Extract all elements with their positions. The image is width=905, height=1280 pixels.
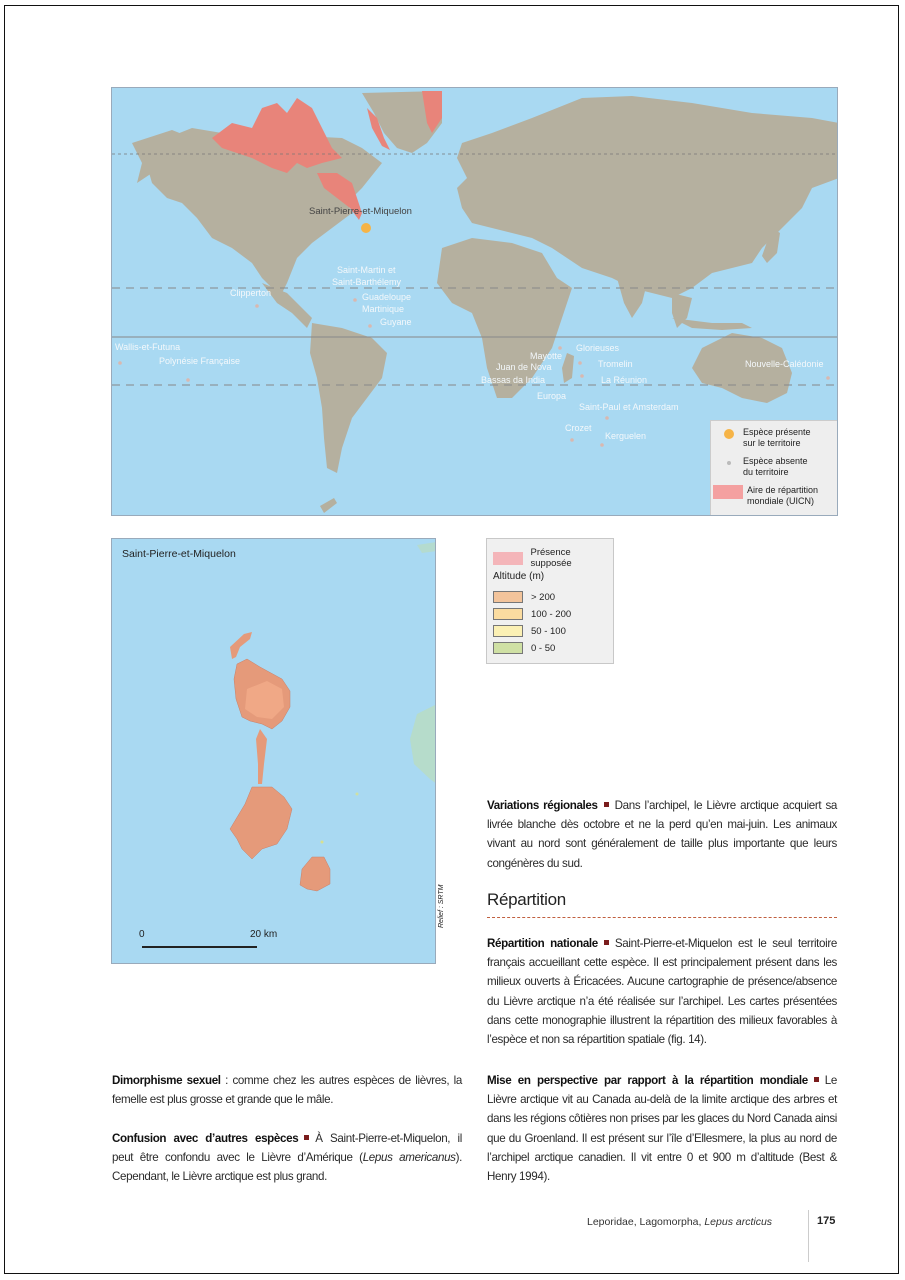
legend-presence: Présence supposée xyxy=(493,547,613,569)
label-nouvelle-caledonie: Nouvelle-Calédonie xyxy=(745,359,824,369)
label-guadeloupe: Guadeloupe xyxy=(362,292,412,302)
marker-tromelin xyxy=(578,361,582,365)
legend-present: Espèce présente sur le territoire xyxy=(715,427,833,449)
langlade xyxy=(230,787,292,859)
indonesia xyxy=(672,318,752,330)
mondiale-heading: Mise en perspective par rapport à la répartition mondiale xyxy=(487,1074,808,1087)
bullet-square-icon xyxy=(304,1135,309,1140)
paragraph-variations: Variations régionales Dans l’archipel, le Lièvre arctique acquiert sa livrée blanche dès octobre et ne la perd qu’en mai-juin. Les animaux vivant au nord sont généralement de taille plus importante que leurs congénères du sud. xyxy=(487,799,837,870)
paragraph-nationale: Répartition nationale Saint-Pierre-et-Miquelon est le seul territoire français accueillant cette espèce. Il est principalement présent dans les milieux ouverts à Éricacées. Aucune cartographie de présence/absence du Lièvre arctique n’a été réalisée sur l’archipel. Les cartes présentées dans cette monographie illustrent la répartition des milieux favorables à l’espèce et non sa répartition spatiale (fig. 14). xyxy=(487,937,837,1047)
label-crozet: Crozet xyxy=(565,423,592,433)
paragraph-mondiale: Mise en perspective par rapport à la répartition mondiale Le Lièvre arctique vit au Canada au-delà de la limite arctique des arbres et dans les régions côtières non prises par les glaces du Nord Canada ainsi que du Groenland. Il est présent sur l’île d’Ellesmere, la plus au nord de l’archipel arctique canadien. Il vit entre 0 et 900 m d’altitude (Best & Henry 1994). xyxy=(487,1074,837,1184)
inset-map-title: Saint-Pierre-et-Miquelon xyxy=(122,548,236,560)
label-juan-de-nova: Juan de Nova xyxy=(496,362,552,372)
label-spm: Saint-Pierre-et-Miquelon xyxy=(309,206,412,217)
miquelon-north-tip xyxy=(230,632,252,659)
altitude-swatch xyxy=(493,608,523,620)
islet xyxy=(356,793,359,796)
bullet-square-icon xyxy=(604,802,609,807)
label-saint-martin: Saint-Martin et xyxy=(337,265,396,275)
altitude-swatch xyxy=(493,642,523,654)
footer-separator xyxy=(808,1210,809,1262)
south-america xyxy=(310,323,387,473)
newfoundland-tip xyxy=(417,542,436,553)
inset-map-graphic xyxy=(112,539,436,964)
label-kerguelen: Kerguelen xyxy=(605,431,647,441)
label-europa: Europa xyxy=(537,391,567,401)
variations-heading: Variations régionales xyxy=(487,799,598,812)
section-divider xyxy=(487,917,837,918)
marker-polynesie xyxy=(186,378,190,382)
marker-antilles xyxy=(353,298,357,302)
bullet-square-icon xyxy=(604,940,609,945)
present-dot-icon xyxy=(724,429,734,439)
marker-caledonie xyxy=(826,376,830,380)
newfoundland-coast xyxy=(410,704,436,784)
dimorphisme-heading: Dimorphisme sexuel xyxy=(112,1074,221,1087)
bullet-square-icon xyxy=(814,1077,819,1082)
label-mayotte: Mayotte xyxy=(530,351,563,361)
marker-spm-present xyxy=(361,223,371,233)
africa xyxy=(437,238,572,398)
absent-dot-icon xyxy=(727,461,731,465)
nationale-heading: Répartition nationale xyxy=(487,937,598,950)
label-clipperton: Clipperton xyxy=(230,288,272,298)
legend-absent: Espèce absente du territoire xyxy=(715,456,833,478)
section-title-repartition: Répartition xyxy=(487,890,566,909)
page-number: 175 xyxy=(817,1215,836,1227)
legend-altitude-class: 50 - 100 xyxy=(493,625,566,637)
scale-end-label: 20 km xyxy=(250,929,278,940)
label-guyane: Guyane xyxy=(380,317,412,327)
legend-range: Aire de répartition mondiale (UICN) xyxy=(713,485,837,507)
scale-bar xyxy=(142,946,257,948)
label-wallis: Wallis-et-Futuna xyxy=(115,342,181,352)
world-distribution-map xyxy=(111,87,838,516)
marker-guyane xyxy=(368,324,372,328)
legend-altitude-class: 0 - 50 xyxy=(493,642,555,654)
isthmus xyxy=(256,729,267,784)
marker-wallis xyxy=(118,361,122,365)
marker-stpaul xyxy=(605,416,609,420)
label-la-reunion: La Réunion xyxy=(601,375,648,385)
label-bassas-da-india: Bassas da India xyxy=(481,375,546,385)
marker-mayotte xyxy=(558,346,562,350)
saint-pierre xyxy=(300,857,330,891)
relief-credit: Relief : SRTM xyxy=(438,884,445,928)
world-map-legend xyxy=(710,420,838,516)
label-saint-barthelemy: Saint-Barthélemy xyxy=(332,277,402,287)
presence-swatch xyxy=(493,552,523,565)
marker-reunion xyxy=(580,374,584,378)
altitude-swatch xyxy=(493,591,523,603)
marker-clipperton xyxy=(255,304,259,308)
india xyxy=(617,278,647,318)
label-saint-paul-amsterdam: Saint-Paul et Amsterdam xyxy=(579,402,679,412)
label-martinique: Martinique xyxy=(362,304,405,314)
confusion-heading: Confusion avec d’autres espèces xyxy=(112,1132,299,1145)
antarctic-peninsula xyxy=(320,498,337,513)
marker-crozet xyxy=(570,438,574,442)
altitude-legend xyxy=(486,538,614,664)
label-tromelin: Tromelin xyxy=(598,359,633,369)
paragraph-confusion: Confusion avec d’autres espèces À Saint-Pierre-et-Miquelon, il peut être confondu avec le Lièvre d’Amérique (Lepus americanus). Cependant, le Lièvre arctique est plus grand. xyxy=(112,1132,463,1184)
legend-altitude-class: > 200 xyxy=(493,591,555,603)
marker-kerguelen xyxy=(600,443,604,447)
altitude-swatch xyxy=(493,625,523,637)
paragraph-dimorphisme: Dimorphisme sexuel : comme chez les autres espèces de lièvres, la femelle est plus grosse et grande que le mâle. xyxy=(112,1074,462,1107)
label-polynesie: Polynésie Française xyxy=(159,356,241,366)
madagascar xyxy=(562,353,574,383)
scale-start-label: 0 xyxy=(139,929,145,940)
islet xyxy=(321,841,324,844)
legend-altitude-class: 100 - 200 xyxy=(493,608,571,620)
running-head: Leporidae, Lagomorpha, Lepus arcticus xyxy=(587,1216,773,1228)
range-swatch xyxy=(713,485,743,499)
label-glorieuses: Glorieuses xyxy=(576,343,620,353)
altitude-heading: Altitude (m) xyxy=(493,571,545,582)
inset-map-spm xyxy=(111,538,436,964)
